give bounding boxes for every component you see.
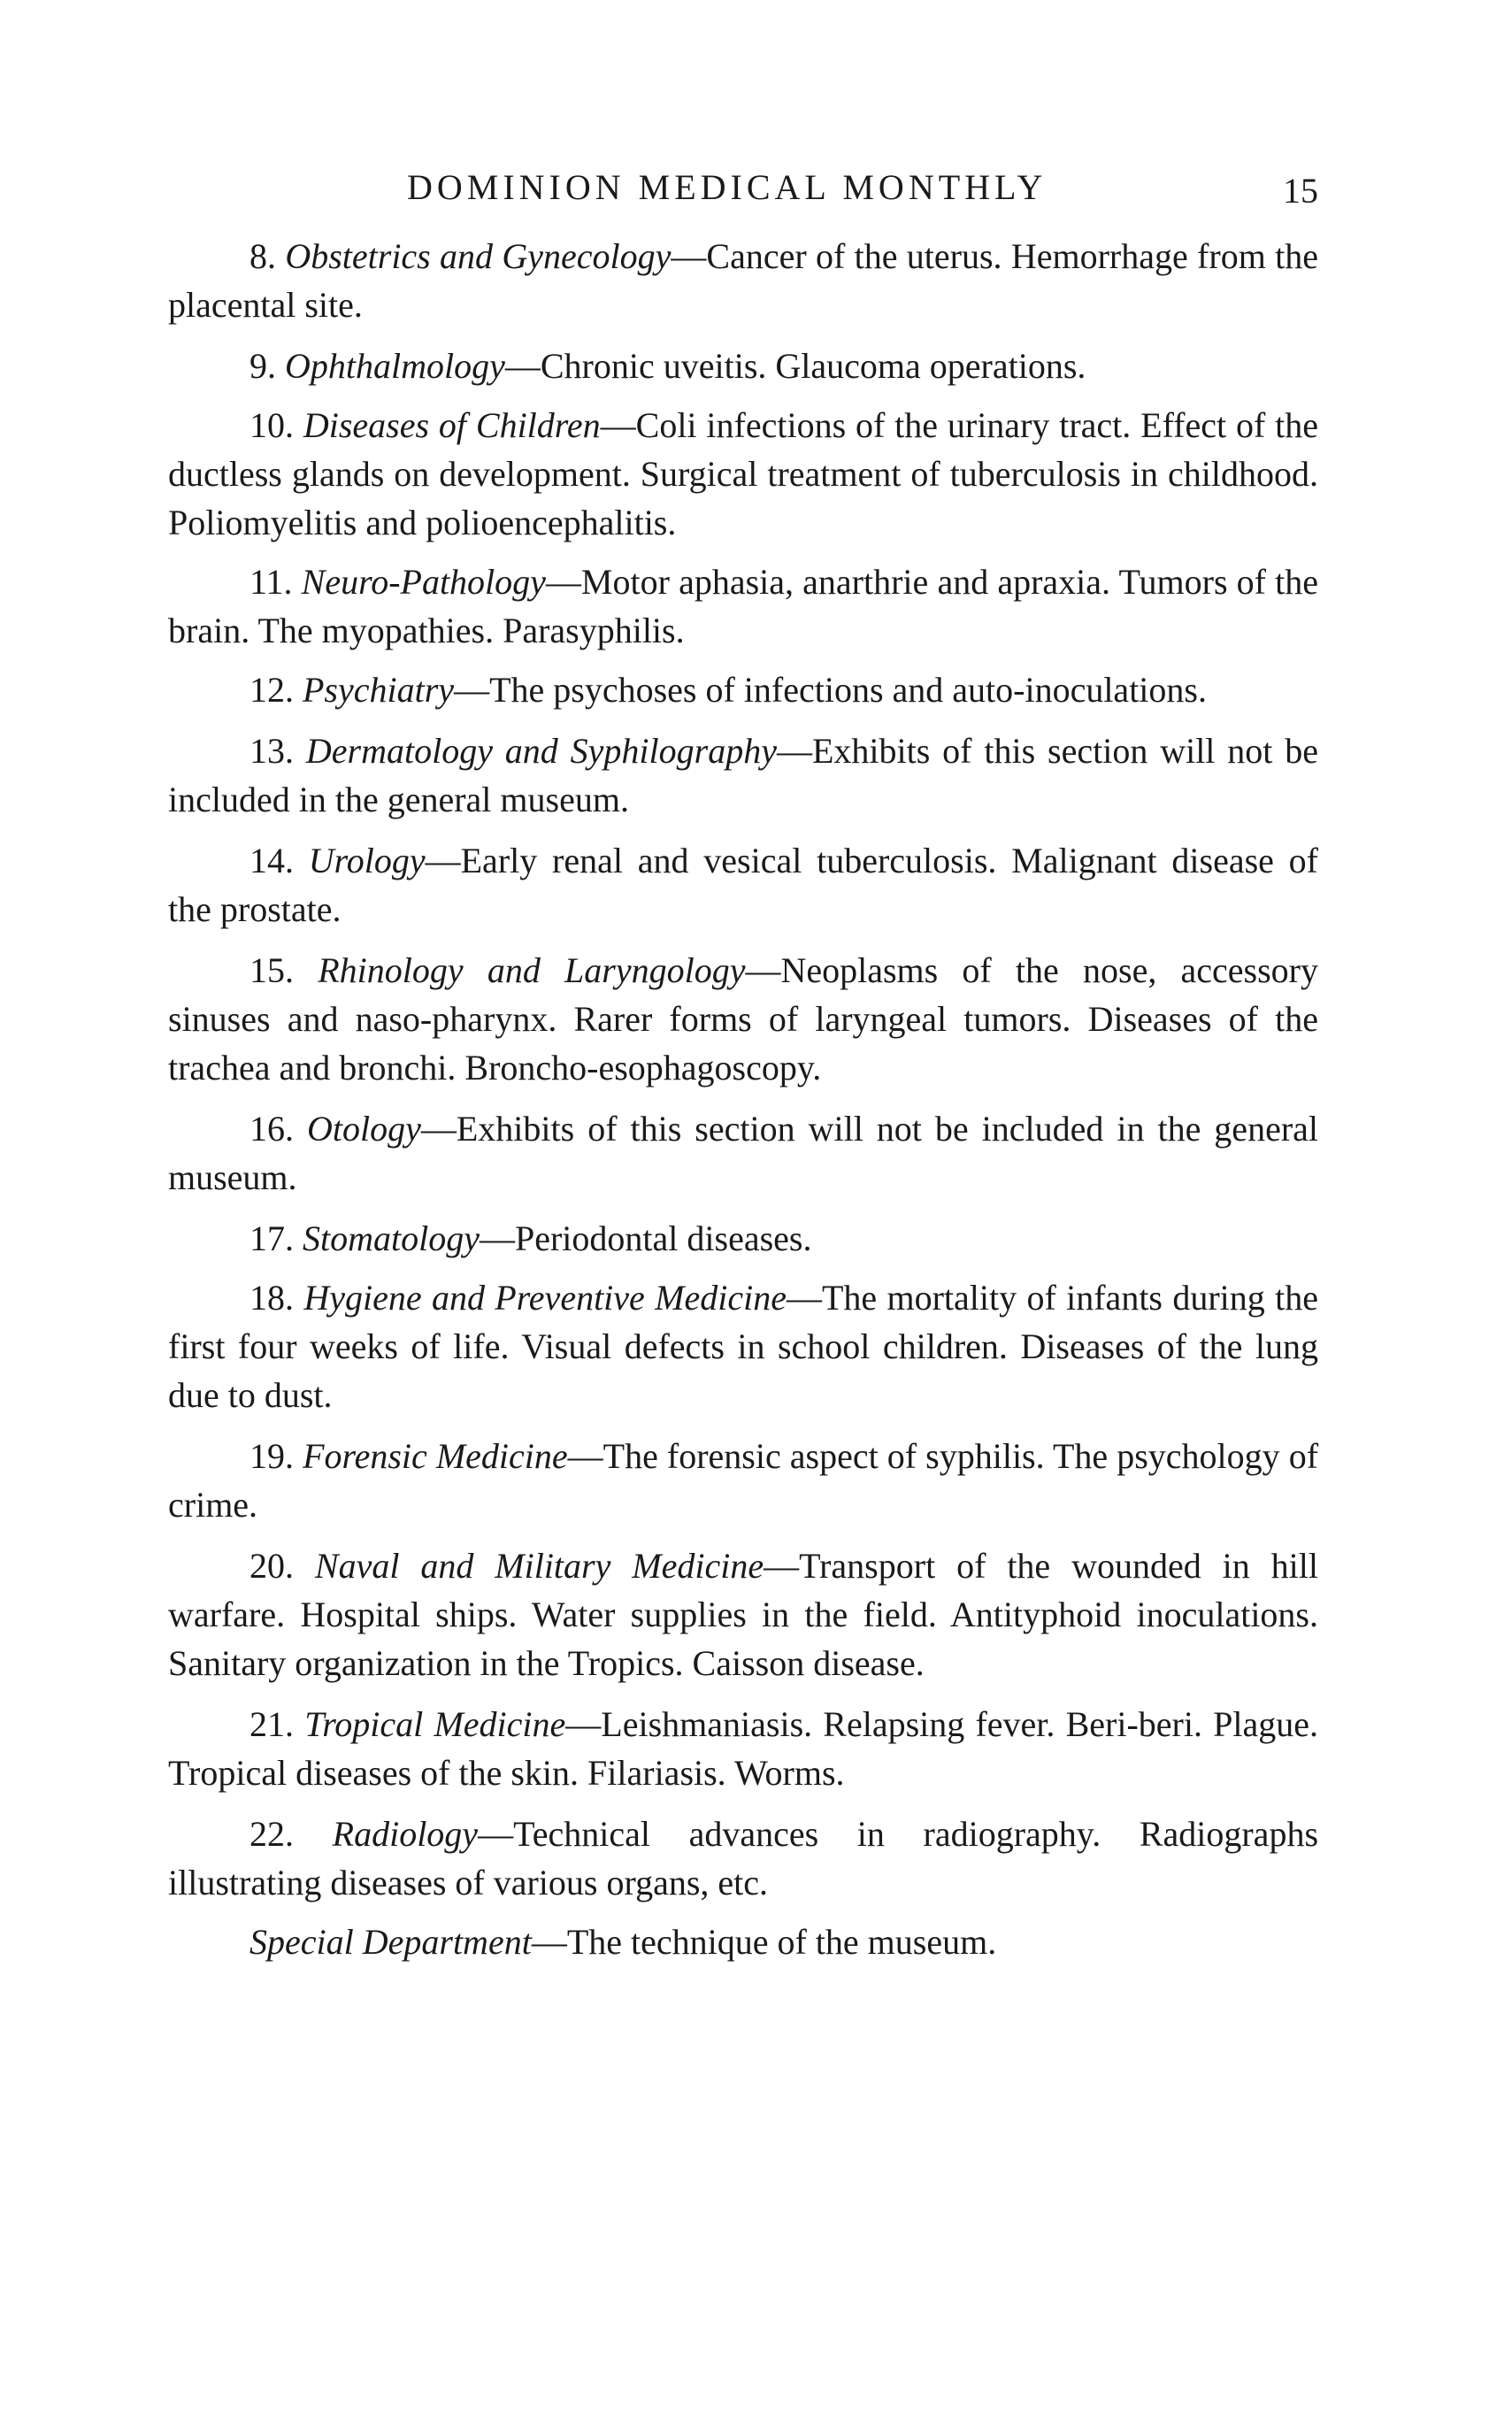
section-entry-diseases-of-children	[168, 401, 1318, 547]
entry-text: —Early renal and vesical tuberculosis. Malignant disease of the prostate.	[168, 841, 1318, 929]
entry-text: —Coli infections of the urinary tract. Effect of the ductless glands on development. Surgical treatment of tuberculosis in childhood. Poliomyelitis and polioencephalitis.	[168, 405, 1319, 542]
entry-text: —The forensic aspect of syphilis. The psychology of crime.	[168, 1436, 1319, 1525]
entry-text: —The mortality of infants during the first four weeks of life. Visual defects in school children. Diseases of the lung due to dust.	[168, 1278, 1318, 1415]
entry-number: 11.	[249, 562, 293, 602]
entry-text: —Technical advances in radiography. Radiographs illustrating diseases of various organs, etc.	[168, 1814, 1319, 1902]
section-entry-dermatology	[168, 726, 1318, 824]
entry-topic: Ophthalmology	[285, 346, 505, 386]
section-entry-psychiatry	[168, 665, 1318, 714]
section-entry-special-department	[168, 1918, 1318, 1966]
section-entry-otology	[168, 1104, 1318, 1202]
section-entry-tropical-medicine	[168, 1700, 1318, 1797]
entry-text: —Transport of the wounded in hill warfare. Hospital ships. Water supplies in the field. Antityphoid inoculations. Sanitary organization in the Tropics. Caisson disease.	[168, 1546, 1318, 1683]
section-entry-hygiene	[168, 1273, 1318, 1419]
section-entry-forensic-medicine	[168, 1432, 1318, 1529]
entry-text: —Cancer of the uterus. Hemorrhage from the placental site.	[168, 236, 1318, 325]
entry-number: 18.	[249, 1278, 294, 1318]
entry-topic: Neuro-Pathology	[301, 562, 546, 602]
section-entry-urology	[168, 836, 1318, 934]
entry-topic: Rhinology and Laryngology	[318, 950, 746, 990]
entry-number: 19.	[249, 1436, 294, 1476]
entry-text: —Motor aphasia, anarthrie and apraxia. Tumors of the brain. The myopathies. Parasyphilis.	[168, 562, 1318, 650]
section-entry-stomatology	[168, 1214, 1318, 1263]
entry-topic: Special Department	[249, 1922, 532, 1962]
entry-number: 9.	[249, 346, 276, 386]
section-entry-neuro-pathology	[168, 557, 1318, 655]
entry-number: 20.	[249, 1546, 294, 1586]
entry-text: —The technique of the museum.	[531, 1922, 997, 1962]
entry-text: —Exhibits of this section will not be included in the general museum.	[168, 1109, 1319, 1197]
entry-number: 14.	[249, 841, 294, 880]
entry-text: —Exhibits of this section will not be included in the general museum.	[168, 731, 1319, 819]
entry-topic: Urology	[308, 841, 426, 880]
entry-topic: Dermatology and Syphilography	[305, 731, 777, 771]
entry-text: —Leishmaniasis. Relapsing fever. Beri-beri. Plague. Tropical diseases of the skin. Filariasis. Worms.	[168, 1704, 1319, 1793]
section-entry-rhinology	[168, 946, 1318, 1092]
entry-text: —Chronic uveitis. Glaucoma operations.	[504, 346, 1086, 386]
entry-number: 10.	[249, 405, 294, 445]
entry-number: 12.	[249, 670, 294, 710]
entry-number: 8.	[249, 236, 276, 276]
entry-topic: Forensic Medicine	[303, 1436, 568, 1476]
entry-number: 17.	[249, 1218, 294, 1258]
entry-topic: Otology	[307, 1109, 421, 1149]
section-entry-naval-military	[168, 1541, 1318, 1687]
entry-text: —Periodontal diseases.	[479, 1218, 812, 1258]
page-number: 15	[1283, 171, 1318, 211]
entry-number: 13.	[249, 731, 294, 771]
entry-topic: Tropical Medicine	[304, 1704, 566, 1744]
entry-number: 16.	[249, 1109, 294, 1149]
entry-number: 21.	[249, 1704, 294, 1744]
entry-topic: Obstetrics and Gynecology	[285, 236, 672, 276]
entry-topic: Stomatology	[303, 1218, 480, 1258]
entry-text: —The psychoses of infections and auto-inoculations.	[454, 670, 1207, 710]
section-entry-radiology	[168, 1810, 1318, 1907]
entry-number: 22.	[249, 1814, 294, 1854]
entry-topic: Psychiatry	[303, 670, 455, 710]
entry-text: —Neoplasms of the nose, accessory sinuses and naso-pharynx. Rarer forms of laryngeal tumors. Diseases of the trachea and bronchi. Broncho-esophagoscopy.	[168, 950, 1318, 1088]
entry-number: 15.	[249, 950, 294, 990]
entry-topic: Hygiene and Preventive Medicine	[303, 1278, 787, 1318]
section-entry-ophthalmology	[168, 342, 1318, 390]
entry-topic: Radiology	[332, 1814, 479, 1854]
section-list	[168, 232, 1318, 1979]
entry-topic: Diseases of Children	[303, 405, 601, 445]
section-entry-obstetrics	[168, 232, 1318, 329]
running-head	[168, 166, 1318, 211]
entry-topic: Naval and Military Medicine	[314, 1546, 764, 1586]
journal-title: DOMINION MEDICAL MONTHLY	[407, 167, 1048, 207]
